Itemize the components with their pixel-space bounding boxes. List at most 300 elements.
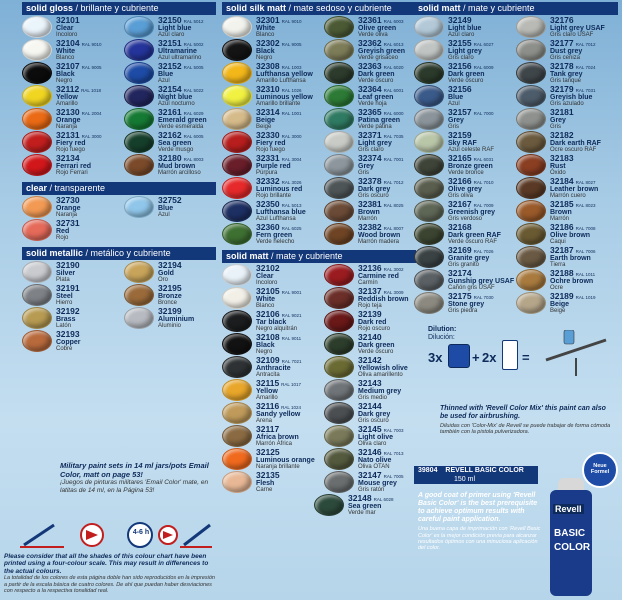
paint-drop-icon: [516, 62, 546, 84]
paint-code: 32140: [358, 332, 382, 342]
ral-code: RAL 8023: [575, 203, 596, 208]
paint-drop-icon: [414, 39, 444, 61]
swatch-grid-matt-2: [222, 264, 416, 516]
swatch-row: [22, 62, 216, 84]
ral-code: RAL 6000: [383, 111, 404, 116]
dilution-paint-ratio: 3x: [428, 350, 443, 365]
paint-drop-icon: [222, 425, 252, 447]
section-header-silk-matt: solid silk matt / mate sedoso y cubriente: [222, 2, 416, 15]
paint-name: Patina green: [358, 116, 401, 124]
paint-drop-icon: [516, 177, 546, 199]
paint-name: Grey: [448, 116, 464, 124]
airbrush-note: Thinned with 'Revell Color Mix' this paint can also be used for airbrushing. Diluidas con 'Color-Mix' de Revell se puede trabajar de forma cómoda también con la pistola pulverizadora.: [440, 405, 611, 436]
paint-drop-icon: [324, 85, 354, 107]
swatch-label: [448, 246, 516, 268]
paint-drop-icon: [22, 307, 52, 329]
swatch-label: [358, 379, 426, 401]
paint-code: 32148 RAL 6028: [348, 493, 394, 503]
swatch-row: [222, 471, 416, 493]
swatch-label: [550, 223, 618, 245]
paint-code: 32191: [56, 283, 80, 293]
ral-code: RAL 9001: [281, 290, 302, 295]
paint-code: 32182: [550, 130, 574, 140]
swatch-row: [22, 108, 216, 130]
paint-name-es: Blanco: [56, 54, 75, 61]
swatch-label: [256, 200, 324, 222]
paint-name-es: Beige: [550, 307, 566, 314]
paint-name: Luminous red: [256, 185, 303, 193]
color-swatch: [222, 39, 324, 61]
paint-drop-icon: [324, 264, 354, 286]
paint-name-es: Amarillo: [256, 394, 278, 401]
paint-drop-icon: [324, 471, 354, 493]
ral-code: RAL 8007: [383, 226, 404, 231]
ral-code: RAL 5022: [183, 88, 204, 93]
ral-code: RAL 1018: [81, 88, 102, 93]
swatch-row: [414, 16, 618, 38]
paint-name-es: Azul Lufthansa: [256, 215, 296, 222]
paint-drop-icon: [124, 108, 154, 130]
ral-code: RAL 5012: [183, 19, 204, 24]
swatch-label: [56, 219, 124, 241]
paint-name: Light grey USAF: [550, 24, 605, 32]
paint-code: 32143: [358, 378, 382, 388]
paint-code: 32332 RAL 3026: [256, 176, 302, 186]
paint-name-es: Negro: [56, 77, 73, 84]
paint-drop-icon: [222, 333, 252, 355]
color-swatch: [414, 108, 516, 130]
swatch-label: [256, 333, 324, 355]
color-swatch: [124, 154, 226, 176]
paint-name: Orange: [56, 116, 81, 124]
paint-name-es: Gris claro: [448, 54, 474, 61]
paint-name: Dark green: [358, 341, 395, 349]
color-swatch: [222, 287, 324, 309]
paint-name: Brown: [358, 208, 380, 216]
paint-name: Light grey: [358, 139, 392, 147]
swatch-row: [22, 39, 216, 61]
swatch-row: [222, 16, 416, 38]
paint-drop-icon: [222, 356, 252, 378]
paint-drop-icon: [124, 196, 154, 218]
paint-name-es: Cañón gris USAF: [448, 284, 495, 291]
paint-name-es: Verde oliva: [358, 31, 388, 38]
paint-name: Light blue: [158, 24, 192, 32]
paint-code: 32147 RAL 7005: [358, 470, 404, 480]
paint-name-es: Gris: [358, 169, 369, 176]
paint-drop-icon: [324, 310, 354, 332]
paint-code: 32102: [256, 263, 280, 273]
paint-code: 32730: [56, 195, 80, 205]
paint-code: 32135: [256, 470, 280, 480]
color-swatch: [414, 223, 516, 245]
paint-code: 32117: [256, 424, 280, 434]
paint-drop-icon: [222, 177, 252, 199]
paint-name-es: Marrón cuero: [550, 192, 586, 199]
ral-code: RAL 1024: [281, 405, 302, 410]
swatch-label: [256, 108, 324, 130]
swatch-row: [222, 379, 416, 401]
paint-drop-icon: [414, 108, 444, 130]
section-header-clear: clear / transparente: [22, 182, 216, 195]
paint-code: 32199: [158, 306, 182, 316]
paint-drop-icon: [516, 16, 546, 38]
color-swatch: [222, 310, 324, 332]
ral-code: RAL 6020: [383, 65, 404, 70]
paint-drop-icon: [324, 154, 354, 176]
paint-name-es: Latón: [56, 322, 72, 329]
paint-name-es: Ocre: [550, 284, 564, 291]
swatch-row: [222, 333, 416, 355]
paint-name: Orange: [56, 204, 81, 212]
paint-name-es: Oliva OTAN: [358, 463, 390, 470]
swatch-row: [22, 330, 216, 352]
ral-code: RAL 9021: [281, 313, 302, 318]
paint-name: Olive green: [358, 24, 397, 32]
paint-name: Olive brown: [550, 231, 591, 239]
paint-drop-icon: [414, 292, 444, 314]
swatch-label: [256, 39, 324, 61]
color-swatch: [516, 292, 618, 314]
paint-name-es: Verde pátina: [358, 123, 392, 130]
paint-code: 32331 RAL 3004: [256, 153, 302, 163]
ral-code: RAL 9011: [281, 336, 302, 341]
paint-name-es: Blanco: [256, 31, 275, 38]
color-swatch: [124, 196, 226, 218]
swatch-label: [256, 425, 324, 447]
paint-drop-icon: [22, 330, 52, 352]
swatch-label: [256, 154, 324, 176]
thinner-bottle-icon: [502, 340, 518, 370]
paint-name-es: Oliva amarillento: [358, 371, 403, 378]
paint-code: 32180 RAL 8003: [158, 153, 204, 163]
swatch-label: [550, 154, 618, 176]
swatch-label: [56, 16, 124, 38]
column-2: [222, 0, 416, 516]
color-swatch: [414, 246, 516, 268]
swatch-row: [222, 287, 416, 309]
color-swatch: [124, 16, 226, 38]
section-header-solid-gloss: solid gloss / brillante y cubriente: [22, 2, 216, 15]
paint-name: Dark green RAF: [448, 231, 501, 239]
paint-name-es: Caqui: [550, 238, 566, 245]
swatch-label: [448, 269, 516, 291]
paint-drop-icon: [324, 333, 354, 355]
color-swatch: [22, 261, 124, 283]
paint-name: Light olive: [358, 433, 393, 441]
paint-name-es: Aluminio: [158, 322, 182, 329]
paint-drop-icon: [22, 261, 52, 283]
ral-code: RAL 6003: [383, 19, 404, 24]
swatch-label: [256, 85, 324, 107]
swatch-row: [414, 223, 618, 245]
paint-drop-icon: [22, 85, 52, 107]
paint-name: Africa brown: [256, 433, 299, 441]
dilution-equals-icon: =: [522, 350, 530, 365]
swatch-row: [414, 62, 618, 84]
color-swatch: [324, 108, 426, 130]
swatch-row: [222, 310, 416, 332]
paint-name-es: Óxido: [550, 169, 566, 176]
paint-drop-icon: [222, 287, 252, 309]
paint-drop-icon: [22, 16, 52, 38]
color-swatch: [222, 402, 324, 424]
paint-drop-icon: [222, 200, 252, 222]
paint-name-es: Plata: [56, 276, 70, 283]
color-swatch: [124, 284, 226, 306]
paint-name: Dark grey: [358, 185, 391, 193]
paint-name: Red: [56, 227, 70, 235]
ral-code: RAL 8027: [575, 180, 596, 185]
paint-name: Clear: [256, 272, 274, 280]
color-swatch: [222, 379, 324, 401]
paint-name: Luminous yellow: [256, 93, 313, 101]
paint-name-es: Verde oscuro RAF: [448, 238, 498, 245]
swatch-label: [256, 471, 324, 493]
ral-code: RAL 1019: [575, 295, 596, 300]
paint-name: Fiery red: [256, 139, 286, 147]
paint-drop-icon: [324, 287, 354, 309]
color-swatch: [222, 16, 324, 38]
paint-code: 32166 RAL 7010: [448, 176, 494, 186]
paint-name-es: Ocre oscuro RAF: [550, 146, 597, 153]
color-swatch: [516, 62, 618, 84]
paint-name: Stone grey: [448, 300, 485, 308]
swatch-label: [550, 292, 618, 314]
ral-code: RAL 9010: [81, 42, 102, 47]
paint-code: 32131 RAL 3000: [56, 130, 102, 140]
paint-code: 32167 RAL 7009: [448, 199, 494, 209]
color-swatch: [22, 108, 124, 130]
swatch-grid-silk: [222, 16, 416, 245]
ral-code: RAL 7012: [575, 42, 596, 47]
paint-code: 32115 RAL 1017: [256, 378, 302, 388]
ral-code: RAL 2004: [81, 111, 102, 116]
color-swatch: [222, 448, 324, 470]
color-swatch: [516, 39, 618, 61]
color-swatch: [516, 16, 618, 38]
paint-code: 32134: [56, 153, 80, 163]
paint-drop-icon: [414, 131, 444, 153]
swatch-row: [222, 108, 416, 130]
airbrush-icon: [536, 330, 616, 380]
paint-drop-icon: [414, 200, 444, 222]
paint-name-es: Verde musgo: [158, 146, 194, 153]
swatch-row: [222, 223, 416, 245]
paint-name: Gunship grey USAF: [448, 277, 515, 285]
paint-drop-icon: [124, 284, 154, 306]
paint-code: 32195: [158, 283, 182, 293]
paint-name: Clear: [56, 24, 74, 32]
paint-drop-icon: [22, 219, 52, 241]
paint-name: Tank grey: [550, 70, 583, 78]
paint-code: 32184 RAL 8027: [550, 176, 596, 186]
brush-diagram: [18, 520, 214, 550]
paint-drop-icon: [414, 246, 444, 268]
paint-name: Light blue: [448, 24, 482, 32]
paint-name: Blue: [158, 204, 174, 212]
color-swatch: [414, 292, 516, 314]
swatch-row: [22, 219, 216, 241]
swatch-label: [448, 200, 516, 222]
swatch-row: [414, 200, 618, 222]
ral-code: RAL 3002: [383, 267, 404, 272]
paint-name: Blue: [158, 70, 174, 78]
paint-code: 32302 RAL 9005: [256, 38, 302, 48]
paint-name-es: Amarillo: [56, 100, 78, 107]
paint-name: Grey: [358, 162, 374, 170]
paint-code: 32144: [358, 401, 382, 411]
color-swatch: [516, 246, 618, 268]
paint-name: Purple red: [256, 162, 291, 170]
paint-name-es: Azul celeste RAF: [448, 146, 495, 153]
swatch-label: [448, 177, 516, 199]
column-1: [22, 0, 216, 352]
section-header-matt-3: solid matt / mate y cubriente: [414, 2, 618, 15]
dilution-plus-icon: +: [472, 350, 480, 365]
swatch-row: [414, 177, 618, 199]
swatch-row: [222, 264, 416, 286]
paint-name-es: Azul ultramarino: [158, 54, 202, 61]
paint-drop-icon: [222, 108, 252, 130]
paint-code: 32752: [158, 195, 182, 205]
paint-name: Greyish blue: [550, 93, 593, 101]
ral-code: RAL 8003: [183, 157, 204, 162]
color-swatch: [324, 62, 426, 84]
swatch-grid-matt-3: [414, 16, 618, 314]
can-brand-logo: Revell: [555, 504, 582, 514]
color-swatch: [324, 200, 426, 222]
ral-code: RAL 3026: [281, 180, 302, 185]
color-swatch: [414, 39, 516, 61]
paint-drop-icon: [414, 269, 444, 291]
color-swatch: [516, 269, 618, 291]
color-swatch: [22, 330, 124, 352]
paint-drop-icon: [124, 85, 154, 107]
paint-name-es: Verde hoja: [358, 100, 387, 107]
swatch-label: [256, 264, 324, 286]
ral-code: RAL 7005: [383, 474, 404, 479]
paint-drop-icon: [324, 425, 354, 447]
swatch-label: [256, 379, 324, 401]
paint-drop-icon: [324, 402, 354, 424]
color-swatch: [516, 200, 618, 222]
ral-code: RAL 1001: [281, 111, 302, 116]
ral-code: RAL 3000: [81, 134, 102, 139]
paint-drop-icon: [222, 264, 252, 286]
paint-code: 32104 RAL 9010: [56, 38, 102, 48]
paint-code: 32136 RAL 3002: [358, 263, 404, 273]
print-disclaimer: Please consider that all the shades of this colour chart have been printed using a four-colour scale. This may result in differences to the actual colours. La totalidad de los colores de esta página doble han sido reproducidos en la impresión a partir de la escala básica de cuatro colores. De ahí que puedan haber desviaciones con respecto a la respectiva tonalidad real.: [4, 553, 215, 595]
swatch-row: [414, 39, 618, 61]
paint-drop-icon: [22, 154, 52, 176]
paint-drop-icon: [22, 284, 52, 306]
paint-drop-icon: [324, 62, 354, 84]
paint-drop-icon: [22, 131, 52, 153]
paint-code: 32162 RAL 6005: [158, 130, 204, 140]
paint-code: 32189 RAL 1019: [550, 291, 596, 301]
swatch-label: [158, 154, 226, 176]
paint-code: 32168: [448, 222, 472, 232]
paint-name: Carmine red: [358, 272, 399, 280]
paint-name: Dark red: [358, 318, 387, 326]
paint-name: Yellowish olive: [358, 364, 408, 372]
paint-name-es: Rojo: [56, 234, 69, 241]
paint-name-es: Blanco: [256, 302, 275, 309]
swatch-row: [22, 131, 216, 153]
swatch-label: [56, 284, 124, 306]
paint-name: Black: [256, 47, 275, 55]
swatch-grid-clear: [22, 196, 216, 241]
paint-code: 32146 RAL 7013: [358, 447, 404, 457]
paint-name: Gold: [158, 269, 174, 277]
paint-name: Black: [56, 70, 75, 78]
paint-name-es: Rojo teja: [358, 302, 382, 309]
color-swatch: [324, 310, 426, 332]
paint-code: 32174: [448, 268, 472, 278]
ral-code: RAL 6025: [281, 226, 302, 231]
paint-name: White: [256, 295, 276, 303]
paint-drop-icon: [222, 39, 252, 61]
paint-code: 32145 RAL 7003: [358, 424, 404, 434]
paint-name: Yellow: [56, 93, 78, 101]
paint-name-es: Bronce: [158, 299, 178, 306]
swatch-label: [448, 108, 516, 130]
paint-code: 32161 RAL 6029: [158, 107, 204, 117]
ral-code: RAL 5005: [183, 65, 204, 70]
color-swatch: [324, 471, 426, 493]
swatch-label: [158, 16, 226, 38]
paint-code: 32192: [56, 306, 80, 316]
paint-drop-icon: [516, 39, 546, 61]
paint-name: Brass: [56, 315, 76, 323]
paint-pot-icon: [448, 344, 470, 368]
ral-code: RAL 6028: [373, 497, 394, 502]
paint-drop-icon: [324, 200, 354, 222]
paint-code: 32179 RAL 7031: [550, 84, 596, 94]
paint-name: Luminous orange: [256, 456, 315, 464]
paint-name: Sea green: [348, 502, 382, 510]
ral-code: RAL 5002: [183, 42, 204, 47]
ral-code: RAL 7035: [383, 134, 404, 139]
paint-code: 32361 RAL 6003: [358, 15, 404, 25]
swatch-label: [158, 261, 226, 283]
paint-name: Medium grey: [358, 387, 402, 395]
paint-name: Emerald green: [158, 116, 207, 124]
paint-code: 32139: [358, 309, 382, 319]
paint-name-es: Marrón: [358, 215, 378, 222]
color-swatch: [124, 62, 226, 84]
swatch-label: [256, 131, 324, 153]
paint-code: 32112 RAL 1018: [56, 84, 102, 94]
paint-name-es: Rojo oscuro: [358, 325, 391, 332]
swatch-row: [222, 177, 416, 199]
paint-name-es: Azul: [158, 77, 170, 84]
ral-code: RAL 7012: [383, 180, 404, 185]
paint-name-es: Oro: [158, 276, 169, 283]
ral-code: RAL 1011: [575, 272, 596, 277]
paint-drop-icon: [516, 154, 546, 176]
color-swatch: [222, 333, 324, 355]
color-swatch: [22, 16, 124, 38]
paint-name-es: Gris medio: [358, 394, 388, 401]
paint-drop-icon: [414, 154, 444, 176]
paint-name: Dust grey: [550, 47, 583, 55]
color-swatch: [222, 264, 324, 286]
swatch-row: [22, 261, 216, 283]
paint-name: Bronze green: [448, 162, 493, 170]
paint-drop-icon: [414, 223, 444, 245]
